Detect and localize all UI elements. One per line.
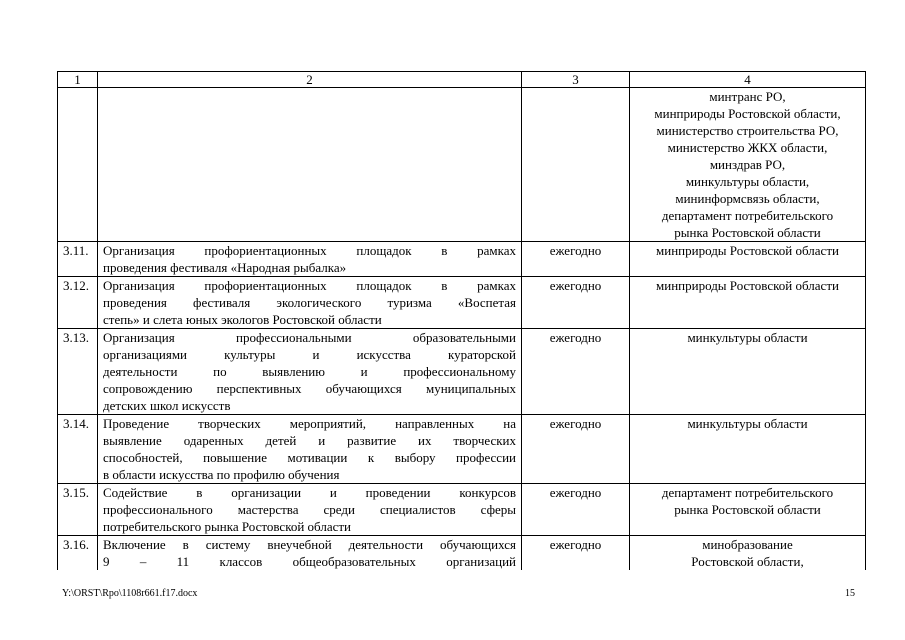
table-row [58, 536, 866, 571]
table-row [58, 415, 866, 484]
measure-description [98, 242, 522, 277]
continuation-responsible-cell [630, 88, 866, 242]
responsible-line: министерство строительства РО, [656, 123, 839, 138]
description-line: профессионального мастерства среди специалистов сферы [103, 502, 516, 517]
table-row [58, 329, 866, 415]
responsible-line: Ростовской области, [691, 554, 804, 569]
table-row [58, 242, 866, 277]
responsible-executor [630, 277, 866, 329]
responsible-line: департамент потребительского [661, 485, 834, 500]
column-number-1: 1 [58, 72, 98, 88]
responsible-line: минкультуры области, [685, 174, 810, 189]
responsible-line: рынка Ростовской области [674, 225, 821, 240]
period: ежегодно [522, 242, 630, 277]
description-line: Проведение творческих мероприятий, направленных на [103, 416, 516, 431]
continuation-desc-cell [98, 88, 522, 242]
item-number: 3.15. [58, 484, 98, 536]
responsible-executor [630, 415, 866, 484]
description-line: проведения фестиваля экологического туризма «Воспетая [103, 295, 516, 310]
description-line: Организация профориентационных площадок в рамках [103, 278, 516, 293]
description-line: детских школ искусств [103, 398, 231, 413]
continuation-num-cell [58, 88, 98, 242]
description-line: 9 – 11 классов общеобразовательных организаций [103, 554, 516, 569]
measure-description [98, 329, 522, 415]
continuation-row [58, 88, 866, 242]
responsible-line: минкультуры области [687, 416, 808, 431]
responsible-line: минкультуры области [687, 330, 808, 345]
responsible-line: минздрав РО, [709, 157, 786, 172]
item-number: 3.14. [58, 415, 98, 484]
responsible-line: минприроды Ростовской области, [654, 106, 841, 121]
period: ежегодно [522, 329, 630, 415]
page-number: 15 [845, 588, 855, 599]
description-line: проведения фестиваля «Народная рыбалка» [103, 260, 347, 275]
period: ежегодно [522, 484, 630, 536]
period: ежегодно [522, 536, 630, 571]
responsible-line: рынка Ростовской области [674, 502, 821, 517]
measure-description [98, 536, 522, 571]
measure-description [98, 484, 522, 536]
responsible-line: департамент потребительского [661, 208, 834, 223]
responsible-line: минприроды Ростовской области [656, 278, 839, 293]
item-number: 3.13. [58, 329, 98, 415]
description-line: Включение в систему внеучебной деятельности обучающихся [103, 537, 516, 552]
item-number: 3.12. [58, 277, 98, 329]
table-row [58, 484, 866, 536]
description-line: потребительского рынка Ростовской области [103, 519, 352, 534]
column-number-3: 3 [522, 72, 630, 88]
responsible-executor [630, 329, 866, 415]
description-line: выявление одаренных детей и развитие их творческих [103, 433, 516, 448]
responsible-line: минобразование [702, 537, 793, 552]
table-row [58, 277, 866, 329]
description-line: в области искусства по профилю обучения [103, 467, 340, 482]
measures-table [57, 71, 866, 570]
column-number-row [58, 72, 866, 88]
responsible-line: минприроды Ростовской области [656, 243, 839, 258]
description-line: сопровождению перспективных обучающихся муниципальных [103, 381, 516, 396]
column-number-2: 2 [98, 72, 522, 88]
responsible-executor [630, 484, 866, 536]
measure-description [98, 277, 522, 329]
description-line: Организация профессиональными образовательными [103, 330, 516, 345]
item-number: 3.16. [58, 536, 98, 571]
description-line: Организация профориентационных площадок в рамках [103, 243, 516, 258]
description-line: способностей, повышение мотивации к выбору профессии [103, 450, 516, 465]
responsible-line: министерство ЖКХ области, [667, 140, 828, 155]
continuation-period-cell [522, 88, 630, 242]
item-number: 3.11. [58, 242, 98, 277]
file-path: Y:\ORST\Rpo\1108r661.f17.docx [62, 588, 198, 599]
responsible-line: минтранс РО, [709, 89, 786, 104]
description-line: степь» и слета юных экологов Ростовской области [103, 312, 382, 327]
description-line: организациями культуры и искусства кураторской [103, 347, 516, 362]
responsible-line: мининформсвязь области, [675, 191, 820, 206]
measure-description [98, 415, 522, 484]
responsible-executor [630, 242, 866, 277]
description-line: Содействие в организации и проведении конкурсов [103, 485, 516, 500]
period: ежегодно [522, 415, 630, 484]
period: ежегодно [522, 277, 630, 329]
column-number-4: 4 [630, 72, 866, 88]
description-line: деятельности по выявлению и профессиональному [103, 364, 516, 379]
responsible-executor [630, 536, 866, 571]
